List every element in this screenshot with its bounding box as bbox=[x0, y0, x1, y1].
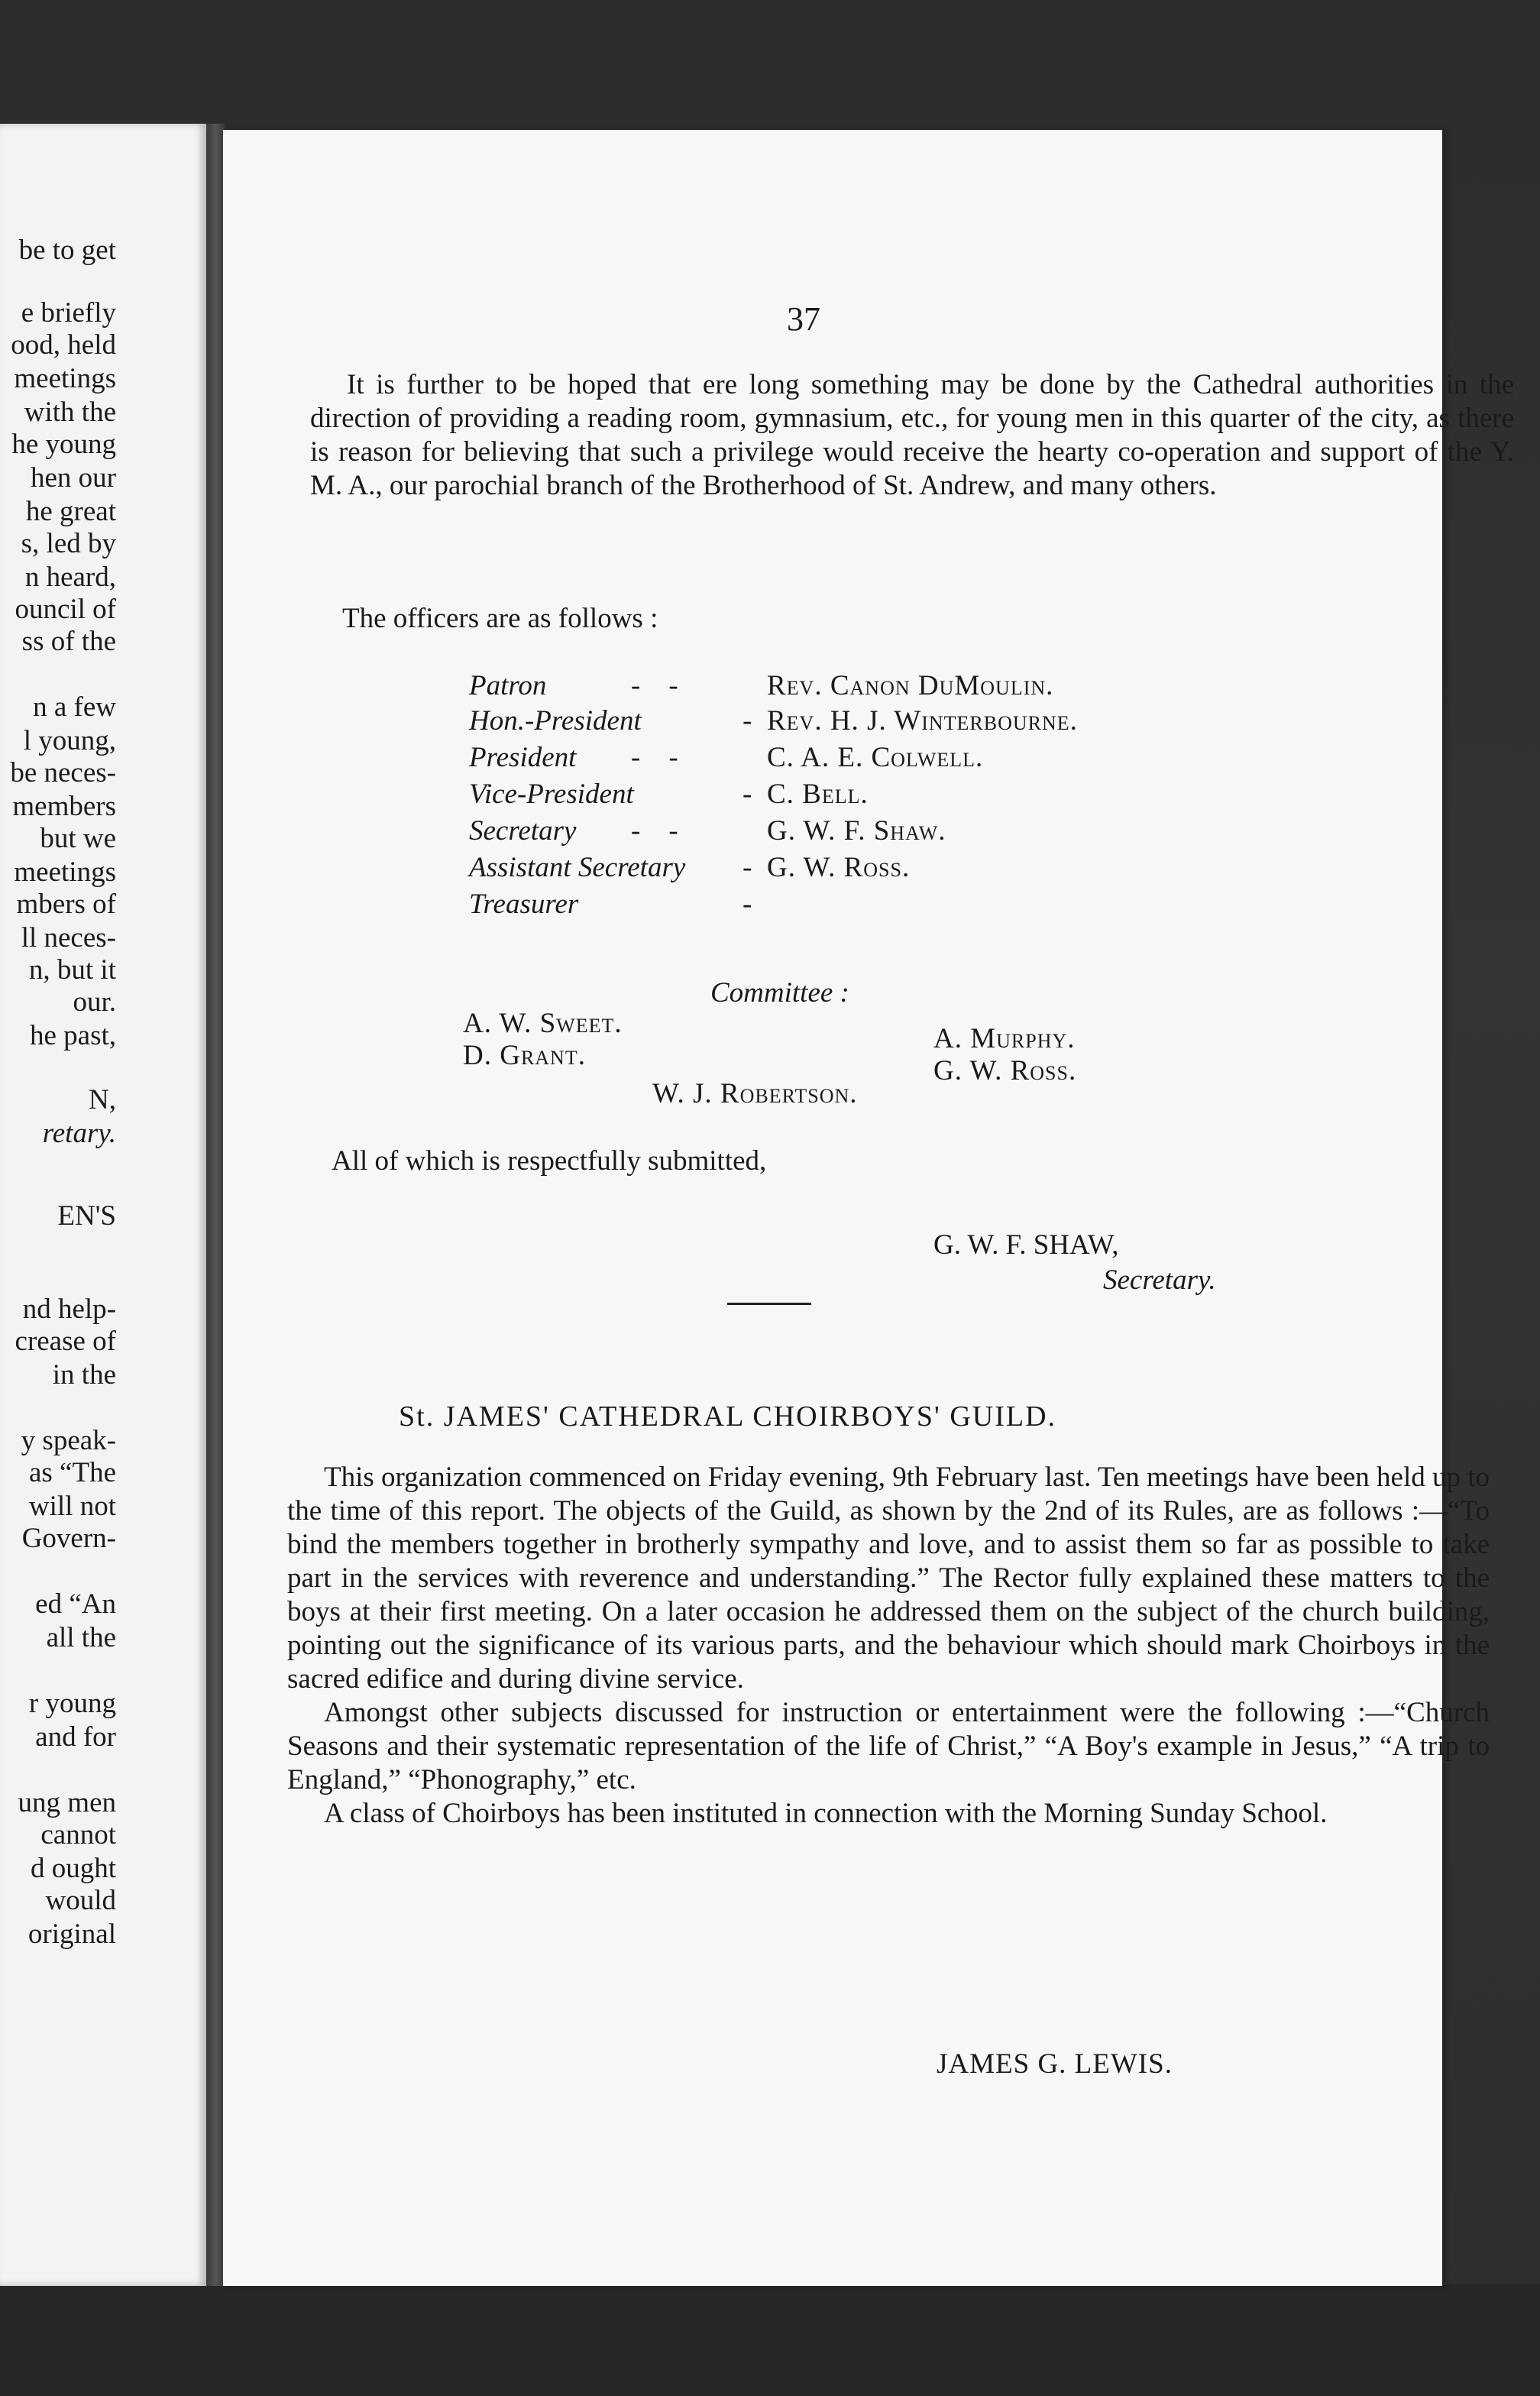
scan-bottom-edge bbox=[0, 2284, 1540, 2396]
left-page-line: as “The bbox=[28, 1457, 116, 1488]
left-page-line: be neces- bbox=[10, 757, 116, 788]
officer-leader: - bbox=[742, 852, 752, 883]
left-page-line: ll neces- bbox=[21, 922, 116, 954]
committee-member: W. J. Robertson. bbox=[652, 1078, 858, 1109]
officer-role: Patron bbox=[469, 670, 547, 701]
officer-name: Rev. H. J. Winterbourne. bbox=[767, 705, 1078, 737]
signature-title: Secretary. bbox=[1103, 1264, 1216, 1296]
guild-paragraph: This organization commenced on Friday evening, 9th February last. Ten meetings have been held up to the time of this report. The objects of the Guild, as shown by the 2nd of its Rules, are as follows :—“To bind the members together in brotherly sympathy and love, and to assist them so far as possible to take part in the services with reverence and understanding.” The Rector fully explained these matters to the boys at their first meeting. On a later occasion he addressed them on the subject of the church building, pointing out the significance of its various parts, and the behaviour which should mark Choirboys in the sacred edifice and during divine service. bbox=[287, 1462, 1490, 1695]
officer-name: C. Bell. bbox=[767, 779, 869, 810]
left-page-line: meetings bbox=[14, 856, 116, 888]
left-page-line: meetings bbox=[14, 363, 116, 394]
left-page-line: he past, bbox=[29, 1020, 116, 1051]
intro-paragraph-text: It is further to be hoped that ere long something may be done by the Cathedral authorities in the direction of providing a reading room, gymnasium, etc., for young men in this quarter of the city, as there is reason for believing that such a privilege would receive the hearty co-operation and support of the Y. M. A., our parochial branch of the Brotherhood of St. Andrew, and many others. bbox=[310, 369, 1514, 501]
left-page-line: r young bbox=[28, 1688, 116, 1719]
officer-role: Vice-President bbox=[469, 779, 634, 810]
left-page-line: but we bbox=[40, 823, 116, 854]
left-page-line: Govern- bbox=[21, 1523, 116, 1554]
left-page-line: hen our bbox=[31, 462, 116, 494]
left-page-line: he great bbox=[25, 496, 116, 527]
left-page-line: would bbox=[45, 1885, 116, 1916]
left-page-line: mbers of bbox=[16, 889, 116, 920]
officer-name: Rev. Canon DuMoulin. bbox=[767, 670, 1054, 701]
left-page-line: ung men bbox=[18, 1787, 116, 1818]
guild-signature: JAMES G. LEWIS. bbox=[937, 2048, 1173, 2080]
officer-role: President bbox=[469, 742, 577, 773]
officer-role: Secretary bbox=[469, 815, 577, 847]
main-page bbox=[223, 130, 1514, 2286]
committee-member: A. Murphy. bbox=[933, 1023, 1076, 1054]
left-page-line: our. bbox=[73, 986, 116, 1018]
left-page-line: y speak- bbox=[21, 1425, 116, 1456]
book-gutter bbox=[206, 124, 225, 2286]
left-page-line: n a few bbox=[33, 691, 116, 723]
officer-name: G. W. Ross. bbox=[767, 852, 911, 883]
officer-leader: - - bbox=[631, 815, 678, 847]
signature-name: G. W. F. SHAW, bbox=[933, 1229, 1119, 1261]
officer-leader: - - bbox=[631, 670, 678, 701]
left-page-line: ood, held bbox=[11, 329, 116, 361]
officer-name: C. A. E. Colwell. bbox=[767, 742, 984, 773]
left-page-line: N, bbox=[89, 1084, 116, 1115]
officers-intro: The officers are as follows : bbox=[342, 603, 658, 634]
left-page-line: members bbox=[12, 791, 116, 822]
left-page-fragment bbox=[0, 124, 206, 2286]
left-page-line: and for bbox=[35, 1721, 116, 1753]
submitted-line: All of which is respectfully submitted, bbox=[332, 1145, 767, 1177]
left-page-line: retary. bbox=[42, 1118, 116, 1149]
committee-member: A. W. Sweet. bbox=[463, 1008, 623, 1039]
officer-role: Treasurer bbox=[469, 889, 579, 920]
left-page-line: n, but it bbox=[28, 954, 116, 986]
left-page-line: all the bbox=[46, 1622, 116, 1653]
left-page-line: ss of the bbox=[21, 626, 116, 657]
left-page-line: with the bbox=[24, 397, 116, 428]
section-divider bbox=[727, 1303, 811, 1305]
officer-leader: - bbox=[742, 705, 752, 737]
left-page-line: nd help- bbox=[22, 1294, 116, 1325]
left-page-line: crease of bbox=[15, 1326, 116, 1357]
left-page-line: d ought bbox=[30, 1853, 116, 1884]
left-page-line: ed “An bbox=[35, 1588, 116, 1620]
officer-role: Hon.-President bbox=[469, 705, 642, 737]
left-page-line: in the bbox=[52, 1359, 116, 1391]
left-page-line: cannot bbox=[40, 1819, 116, 1850]
committee-label: Committee : bbox=[710, 977, 849, 1009]
left-page-line: be to get bbox=[18, 235, 116, 266]
left-page-line: EN'S bbox=[57, 1200, 116, 1232]
officer-leader: - bbox=[742, 779, 752, 810]
left-page-line: he young bbox=[11, 429, 116, 460]
left-page-line: s, led by bbox=[21, 528, 116, 559]
guild-paragraph: A class of Choirboys has been instituted in connection with the Morning Sunday School. bbox=[324, 1798, 1328, 1829]
page-number: 37 bbox=[787, 300, 820, 338]
officer-leader: - - bbox=[631, 742, 678, 773]
left-page-line: ouncil of bbox=[15, 594, 116, 625]
committee-member: G. W. Ross. bbox=[933, 1055, 1077, 1086]
officer-name: G. W. F. Shaw. bbox=[767, 815, 946, 847]
officer-leader: - bbox=[742, 889, 752, 920]
section-heading: St. JAMES' CATHEDRAL CHOIRBOYS' GUILD. bbox=[399, 1400, 1057, 1433]
officer-role: Assistant Secretary bbox=[469, 852, 686, 883]
intro-paragraph bbox=[310, 368, 1514, 503]
left-page-line: e briefly bbox=[21, 297, 116, 329]
left-page-line: will not bbox=[28, 1491, 116, 1522]
guild-paragraph: Amongst other subjects discussed for instruction or entertainment were the following :—“Church Seasons and their systematic representation of the life of Christ,” “A Boy's example in Jesus,” “A trip to England,” “Phonography,” etc. bbox=[287, 1697, 1490, 1795]
guild-paragraphs bbox=[287, 1461, 1490, 1831]
left-page-line: n heard, bbox=[24, 562, 116, 593]
committee-member: D. Grant. bbox=[463, 1040, 586, 1071]
left-page-line: l young, bbox=[23, 725, 116, 756]
left-page-line: original bbox=[28, 1918, 116, 1950]
